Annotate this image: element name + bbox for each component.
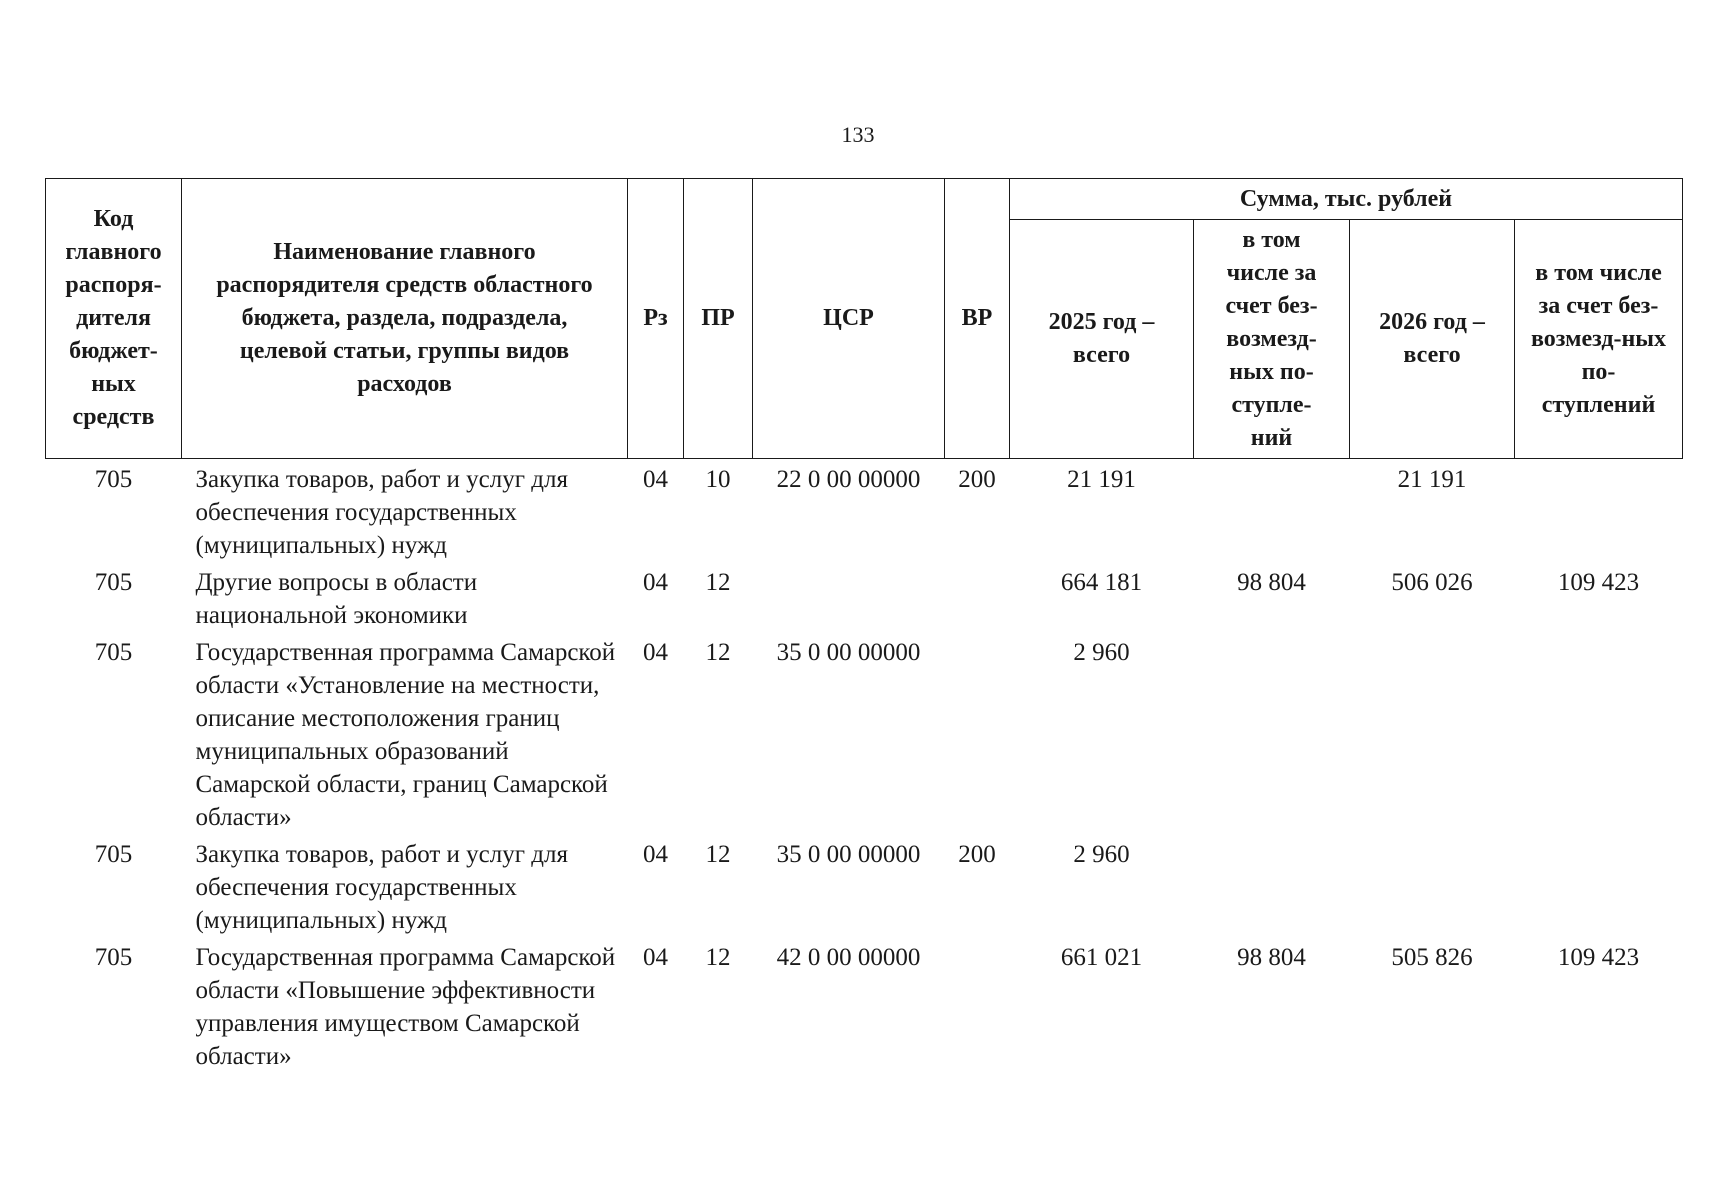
cell-csr — [753, 562, 945, 632]
cell-vr — [945, 937, 1010, 1073]
cell-2025-grants: 98 804 — [1237, 569, 1306, 596]
cell-rz: 04 — [643, 841, 668, 868]
table-row — [46, 632, 1683, 834]
cell-2026-total — [1350, 632, 1515, 834]
cell-code: 705 — [94, 466, 133, 493]
header-csr: ЦСР — [753, 179, 945, 459]
cell-2026-total — [1350, 834, 1515, 937]
cell-name: Государственная программа Самарской области «Повышение эффективности управления имуществом Самарской области» — [195, 944, 616, 1070]
header-2025-grants: в том числе за счет без-возмезд-ных по-ступле-ний — [1194, 220, 1350, 459]
header-2025-total: 2025 год – всего — [1010, 220, 1194, 459]
cell-name: Государственная программа Самарской области «Установление на местности, описание местоположения границ муниципальных образований Самарской области, границ Самарской области» — [195, 639, 616, 831]
cell-vr — [945, 562, 1010, 632]
table-row — [46, 562, 1683, 632]
cell-vr: 200 — [958, 466, 996, 493]
table-header — [46, 179, 1683, 459]
cell-2026-grants — [1515, 834, 1683, 937]
cell-2026-grants: 109 423 — [1557, 944, 1640, 971]
cell-2025-grants — [1194, 834, 1350, 937]
cell-code: 705 — [94, 639, 133, 666]
cell-2026-grants — [1515, 632, 1683, 834]
cell-2026-grants: 109 423 — [1557, 569, 1640, 596]
cell-pr: 12 — [705, 639, 731, 666]
header-pr: ПР — [684, 179, 753, 459]
table-row — [46, 459, 1683, 563]
table-row — [46, 834, 1683, 937]
cell-name: Закупка товаров, работ и услуг для обеспечения государственных (муниципальных) нужд — [195, 466, 568, 559]
cell-2025-total: 664 181 — [1060, 569, 1143, 596]
cell-2025-grants — [1194, 459, 1350, 563]
cell-pr: 12 — [705, 944, 731, 971]
budget-table-container — [45, 178, 1682, 1073]
cell-rz: 04 — [643, 569, 668, 596]
cell-csr: 35 0 00 00000 — [776, 841, 921, 868]
cell-name: Закупка товаров, работ и услуг для обеспечения государственных (муниципальных) нужд — [195, 841, 568, 934]
table-row — [46, 937, 1683, 1073]
cell-2026-total: 505 826 — [1391, 944, 1473, 971]
cell-pr: 12 — [705, 569, 731, 596]
cell-csr: 42 0 00 00000 — [776, 944, 921, 971]
cell-vr — [945, 632, 1010, 834]
cell-vr: 200 — [958, 841, 996, 868]
cell-2025-grants — [1194, 632, 1350, 834]
budget-table — [45, 178, 1683, 1073]
cell-code: 705 — [94, 944, 133, 971]
cell-2026-total: 21 191 — [1397, 466, 1467, 493]
cell-pr: 10 — [705, 466, 731, 493]
cell-csr: 22 0 00 00000 — [776, 466, 921, 493]
cell-2025-grants: 98 804 — [1237, 944, 1306, 971]
cell-2025-total: 661 021 — [1060, 944, 1143, 971]
cell-code: 705 — [94, 569, 133, 596]
page-number: 133 — [841, 122, 875, 147]
cell-2025-total: 2 960 — [1073, 639, 1130, 666]
cell-2025-total: 21 191 — [1067, 466, 1136, 493]
header-name: Наименование главного распорядителя средств областного бюджета, раздела, подраздела, целевой статьи, группы видов расходов — [182, 179, 628, 459]
header-2026-grants: в том числе за счет без-возмезд-ных по-ступлений — [1515, 220, 1683, 459]
cell-pr: 12 — [705, 841, 731, 868]
header-rz: Рз — [628, 179, 684, 459]
cell-code: 705 — [94, 841, 133, 868]
cell-rz: 04 — [643, 466, 668, 493]
cell-2025-total: 2 960 — [1073, 841, 1130, 868]
cell-2026-grants — [1515, 459, 1683, 563]
cell-csr: 35 0 00 00000 — [776, 639, 921, 666]
header-code: Код главного распоря-дителя бюджет-ных средств — [46, 179, 182, 459]
cell-2026-total: 506 026 — [1391, 569, 1473, 596]
header-2026-total: 2026 год – всего — [1350, 220, 1515, 459]
header-sum-group: Сумма, тыс. рублей — [1010, 179, 1683, 220]
cell-rz: 04 — [643, 944, 668, 971]
table-body — [46, 459, 1683, 1074]
cell-name: Другие вопросы в области национальной экономики — [195, 569, 478, 629]
cell-rz: 04 — [643, 639, 668, 666]
header-vr: ВР — [945, 179, 1010, 459]
